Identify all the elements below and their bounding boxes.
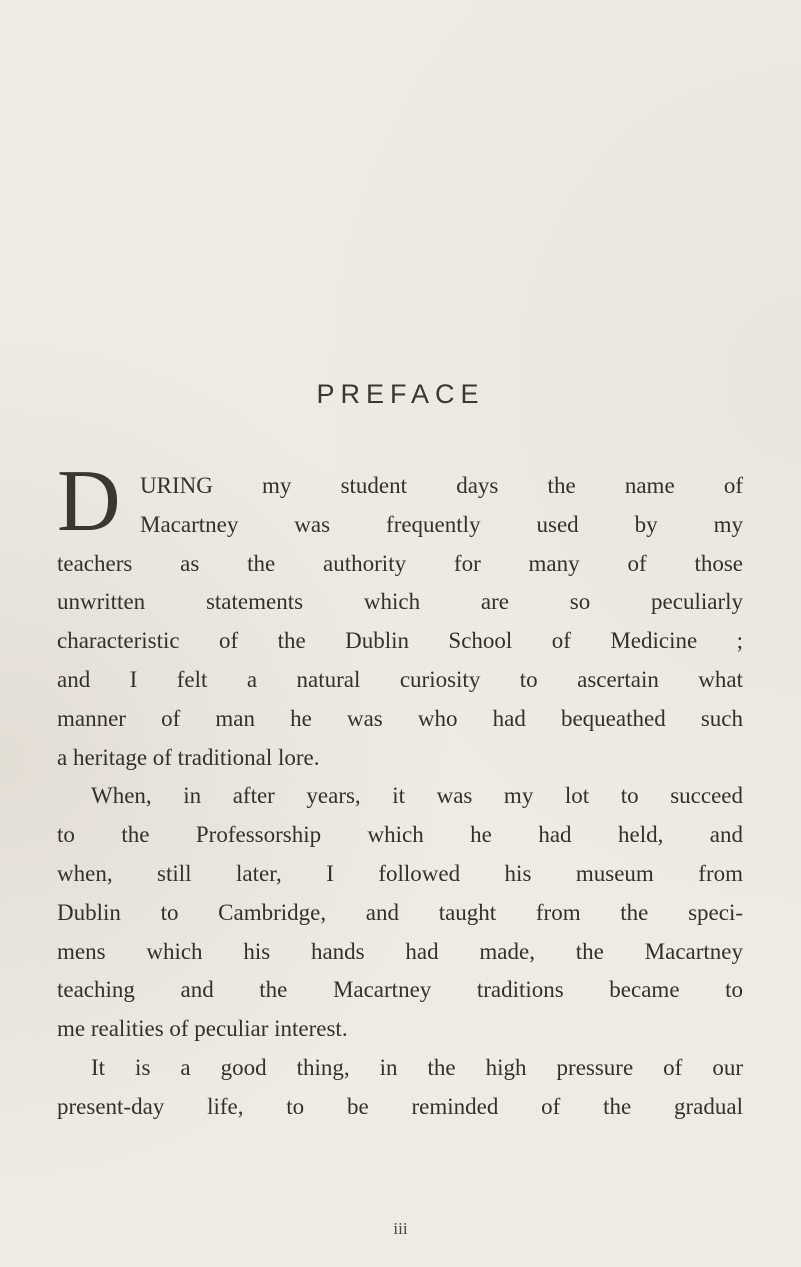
preface-body [57,467,743,1127]
text-line: Dublin to Cambridge, and taught from the speci- [57,899,743,925]
page-title: PREFACE [316,379,485,409]
text-line: to the Professorship which he had held, and [57,822,743,848]
text-line: a heritage of traditional lore. [57,744,320,770]
text-line: me realities of peculiar interest. [57,1016,348,1042]
text-line: characteristic of the Dublin School of Medicine ; [57,628,743,654]
text-line: when, still later, I followed his museum from [57,860,743,886]
text-line: and I felt a natural curiosity to ascertain what [57,666,743,692]
text-line: manner of man he was who had bequeathed such [57,705,743,731]
text-line: present-day life, to be reminded of the gradual [57,1093,743,1119]
drop-cap-letter: D [57,453,121,550]
text-line: unwritten statements which are so peculiarly [57,589,743,615]
text-line: teachers as the authority for many of those [57,550,743,576]
text-line: It is a good thing, in the high pressure of our [91,1054,743,1080]
text-line: Macartney was frequently used by my [140,511,743,537]
text-line: URING my student days the name of [140,473,743,498]
page-number: iii [393,1219,408,1238]
text-line: mens which his hands had made, the Macartney [57,938,743,964]
text-line: teaching and the Macartney traditions became to [57,977,743,1003]
text-line: When, in after years, it was my lot to succeed [91,783,743,809]
